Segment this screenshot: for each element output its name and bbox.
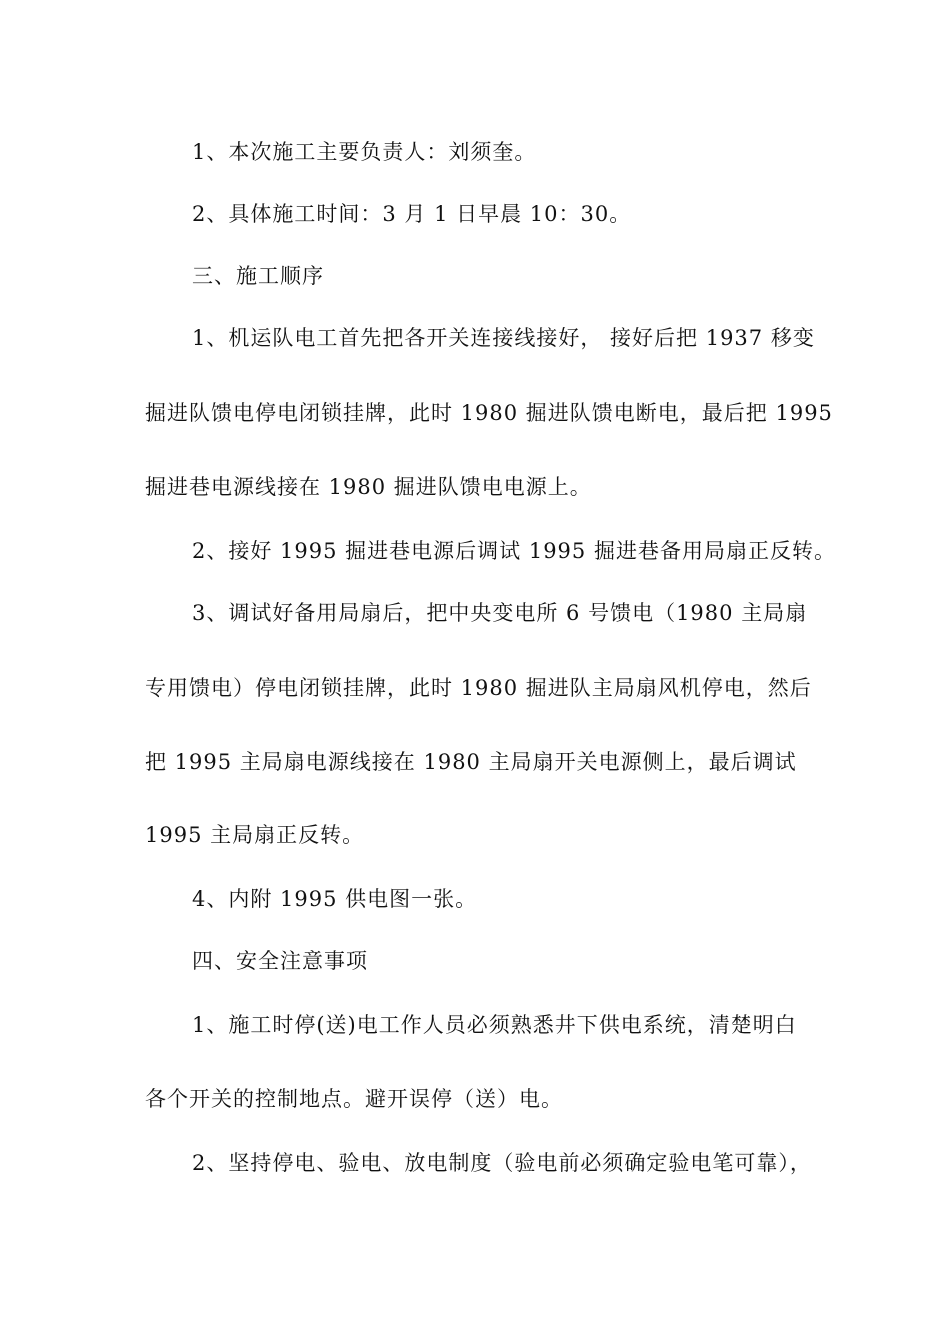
paragraph-line: 专用馈电）停电闭锁挂牌，此时 1980 掘进队主局扇风机停电，然后 (145, 676, 812, 700)
paragraph-line: 1、施工时停(送)电工作人员必须熟悉井下供电系统，清楚明白 (192, 1013, 797, 1037)
paragraph-line: 1995 主局扇正反转。 (145, 823, 365, 847)
paragraph-line: 2、坚持停电、验电、放电制度（验电前必须确定验电笔可靠）， (192, 1151, 812, 1175)
paragraph-line: 3、调试好备用局扇后，把中央变电所 6 号馈电（1980 主局扇 (192, 601, 808, 625)
paragraph-line: 1、机运队电工首先把各开关连接线接好， 接好后把 1937 移变 (192, 326, 815, 350)
paragraph-line: 把 1995 主局扇电源线接在 1980 主局扇开关电源侧上，最后调试 (145, 750, 797, 774)
paragraph-line: 掘进队馈电停电闭锁挂牌，此时 1980 掘进队馈电断电，最后把 1995 (145, 401, 833, 425)
paragraph-line: 掘进巷电源线接在 1980 掘进队馈电电源上。 (145, 475, 592, 499)
paragraph-line: 1、本次施工主要负责人：刘须奎。 (192, 140, 537, 164)
paragraph-line: 2、接好 1995 掘进巷电源后调试 1995 掘进巷备用局扇正反转。 (192, 539, 836, 563)
paragraph-line: 各个开关的控制地点。避开误停（送）电。 (145, 1087, 563, 1111)
paragraph-line: 2、具体施工时间：3 月 1 日早晨 10：30。 (192, 202, 632, 226)
paragraph-line: 4、内附 1995 供电图一张。 (192, 887, 478, 911)
section-heading: 三、施工顺序 (192, 264, 324, 288)
section-heading: 四、安全注意事项 (192, 949, 368, 973)
